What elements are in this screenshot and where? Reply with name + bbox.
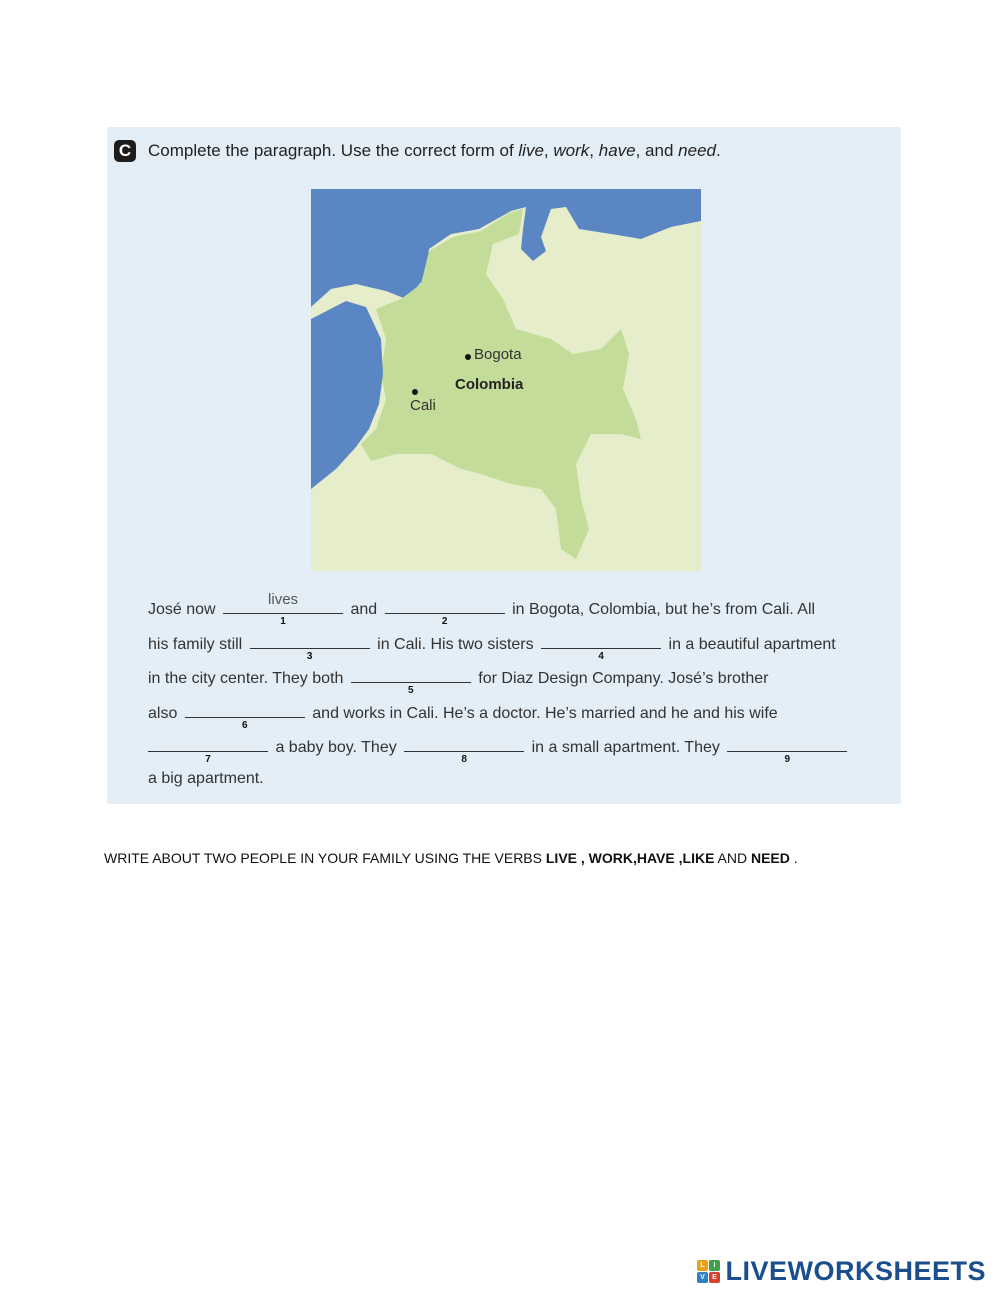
blank-number: 6 [242,719,248,731]
logo-text: LIVEWORKSHEETS [725,1256,986,1286]
verb-have: have [598,141,636,160]
text: and works in Cali. He’s a doctor. He’s married and he and his wife [312,704,778,722]
verb-work: work [553,141,590,160]
country-label: Colombia [455,376,524,393]
logo-letter: E [709,1272,720,1283]
text: a big apartment. [148,769,264,787]
fill-in-paragraph [148,591,878,804]
blank-number: 4 [598,650,604,662]
paragraph-line [148,591,878,632]
liveworksheets-logo [697,1256,986,1286]
verb-need: need [678,141,716,160]
cali-dot [412,389,418,395]
blank-9[interactable] [727,735,847,765]
paragraph-line [148,666,878,701]
blank-2[interactable] [385,597,505,627]
instruction-text: , and [635,141,679,160]
text: for Diaz Design Company. José’s brother [478,670,769,687]
blank-number: 9 [784,754,791,765]
task-text: WRITE ABOUT TWO PEOPLE IN YOUR FAMILY USING THE VERBS [104,850,546,866]
answer-1: lives [268,591,299,608]
logo-letter: I [709,1260,720,1271]
text: José now [148,601,216,618]
task-text: . [789,850,798,866]
task-text: AND [714,850,751,866]
blank-1[interactable] [223,591,343,627]
paragraph-line [148,701,878,736]
task-verb-need: NEED [750,850,790,866]
text: in a beautiful apartment [668,635,836,653]
logo-letter: V [697,1272,708,1283]
bogota-label: Bogota [474,346,522,363]
exercise-panel [107,127,901,804]
blank-number: 2 [441,616,448,627]
paragraph-line [148,735,878,770]
blank-number: 1 [280,616,286,627]
instruction-text: , [589,141,599,160]
text: in a small apartment. They [531,739,720,756]
instructions [148,140,721,162]
text: in the city center. They both [148,670,344,687]
bogota-dot [465,354,471,360]
blank-4[interactable] [541,632,661,662]
blank-7[interactable] [148,735,268,765]
paragraph-line [148,770,878,805]
exercise-badge: C [114,140,136,162]
text: his family still [148,635,243,653]
text: and [350,601,378,618]
blank-number: 5 [408,685,414,696]
blank-number: 8 [461,754,467,765]
writing-task [104,850,798,866]
blank-3[interactable] [250,632,370,662]
blank-8[interactable] [404,735,524,765]
text: also [148,704,178,722]
paragraph-line [148,632,878,667]
blank-number: 7 [205,754,211,765]
instruction-text: Complete the paragraph. Use the correct form of [148,141,519,160]
blank-5[interactable] [351,666,471,696]
blank-number: 3 [306,650,313,662]
instruction-text: , [543,141,554,160]
task-verbs: LIVE , WORK,HAVE ,LIKE [545,850,715,866]
cali-label: Cali [410,397,436,414]
logo-letter: L [697,1260,708,1271]
verb-live: live [518,141,544,160]
text: a baby boy. They [275,739,397,756]
text: in Cali. His two sisters [377,635,534,653]
blank-6[interactable] [185,701,305,731]
logo-blocks-icon [697,1260,721,1284]
colombia-map [311,189,701,571]
text: in Bogota, Colombia, but he’s from Cali. All [512,601,816,618]
instruction-text: . [715,141,721,160]
